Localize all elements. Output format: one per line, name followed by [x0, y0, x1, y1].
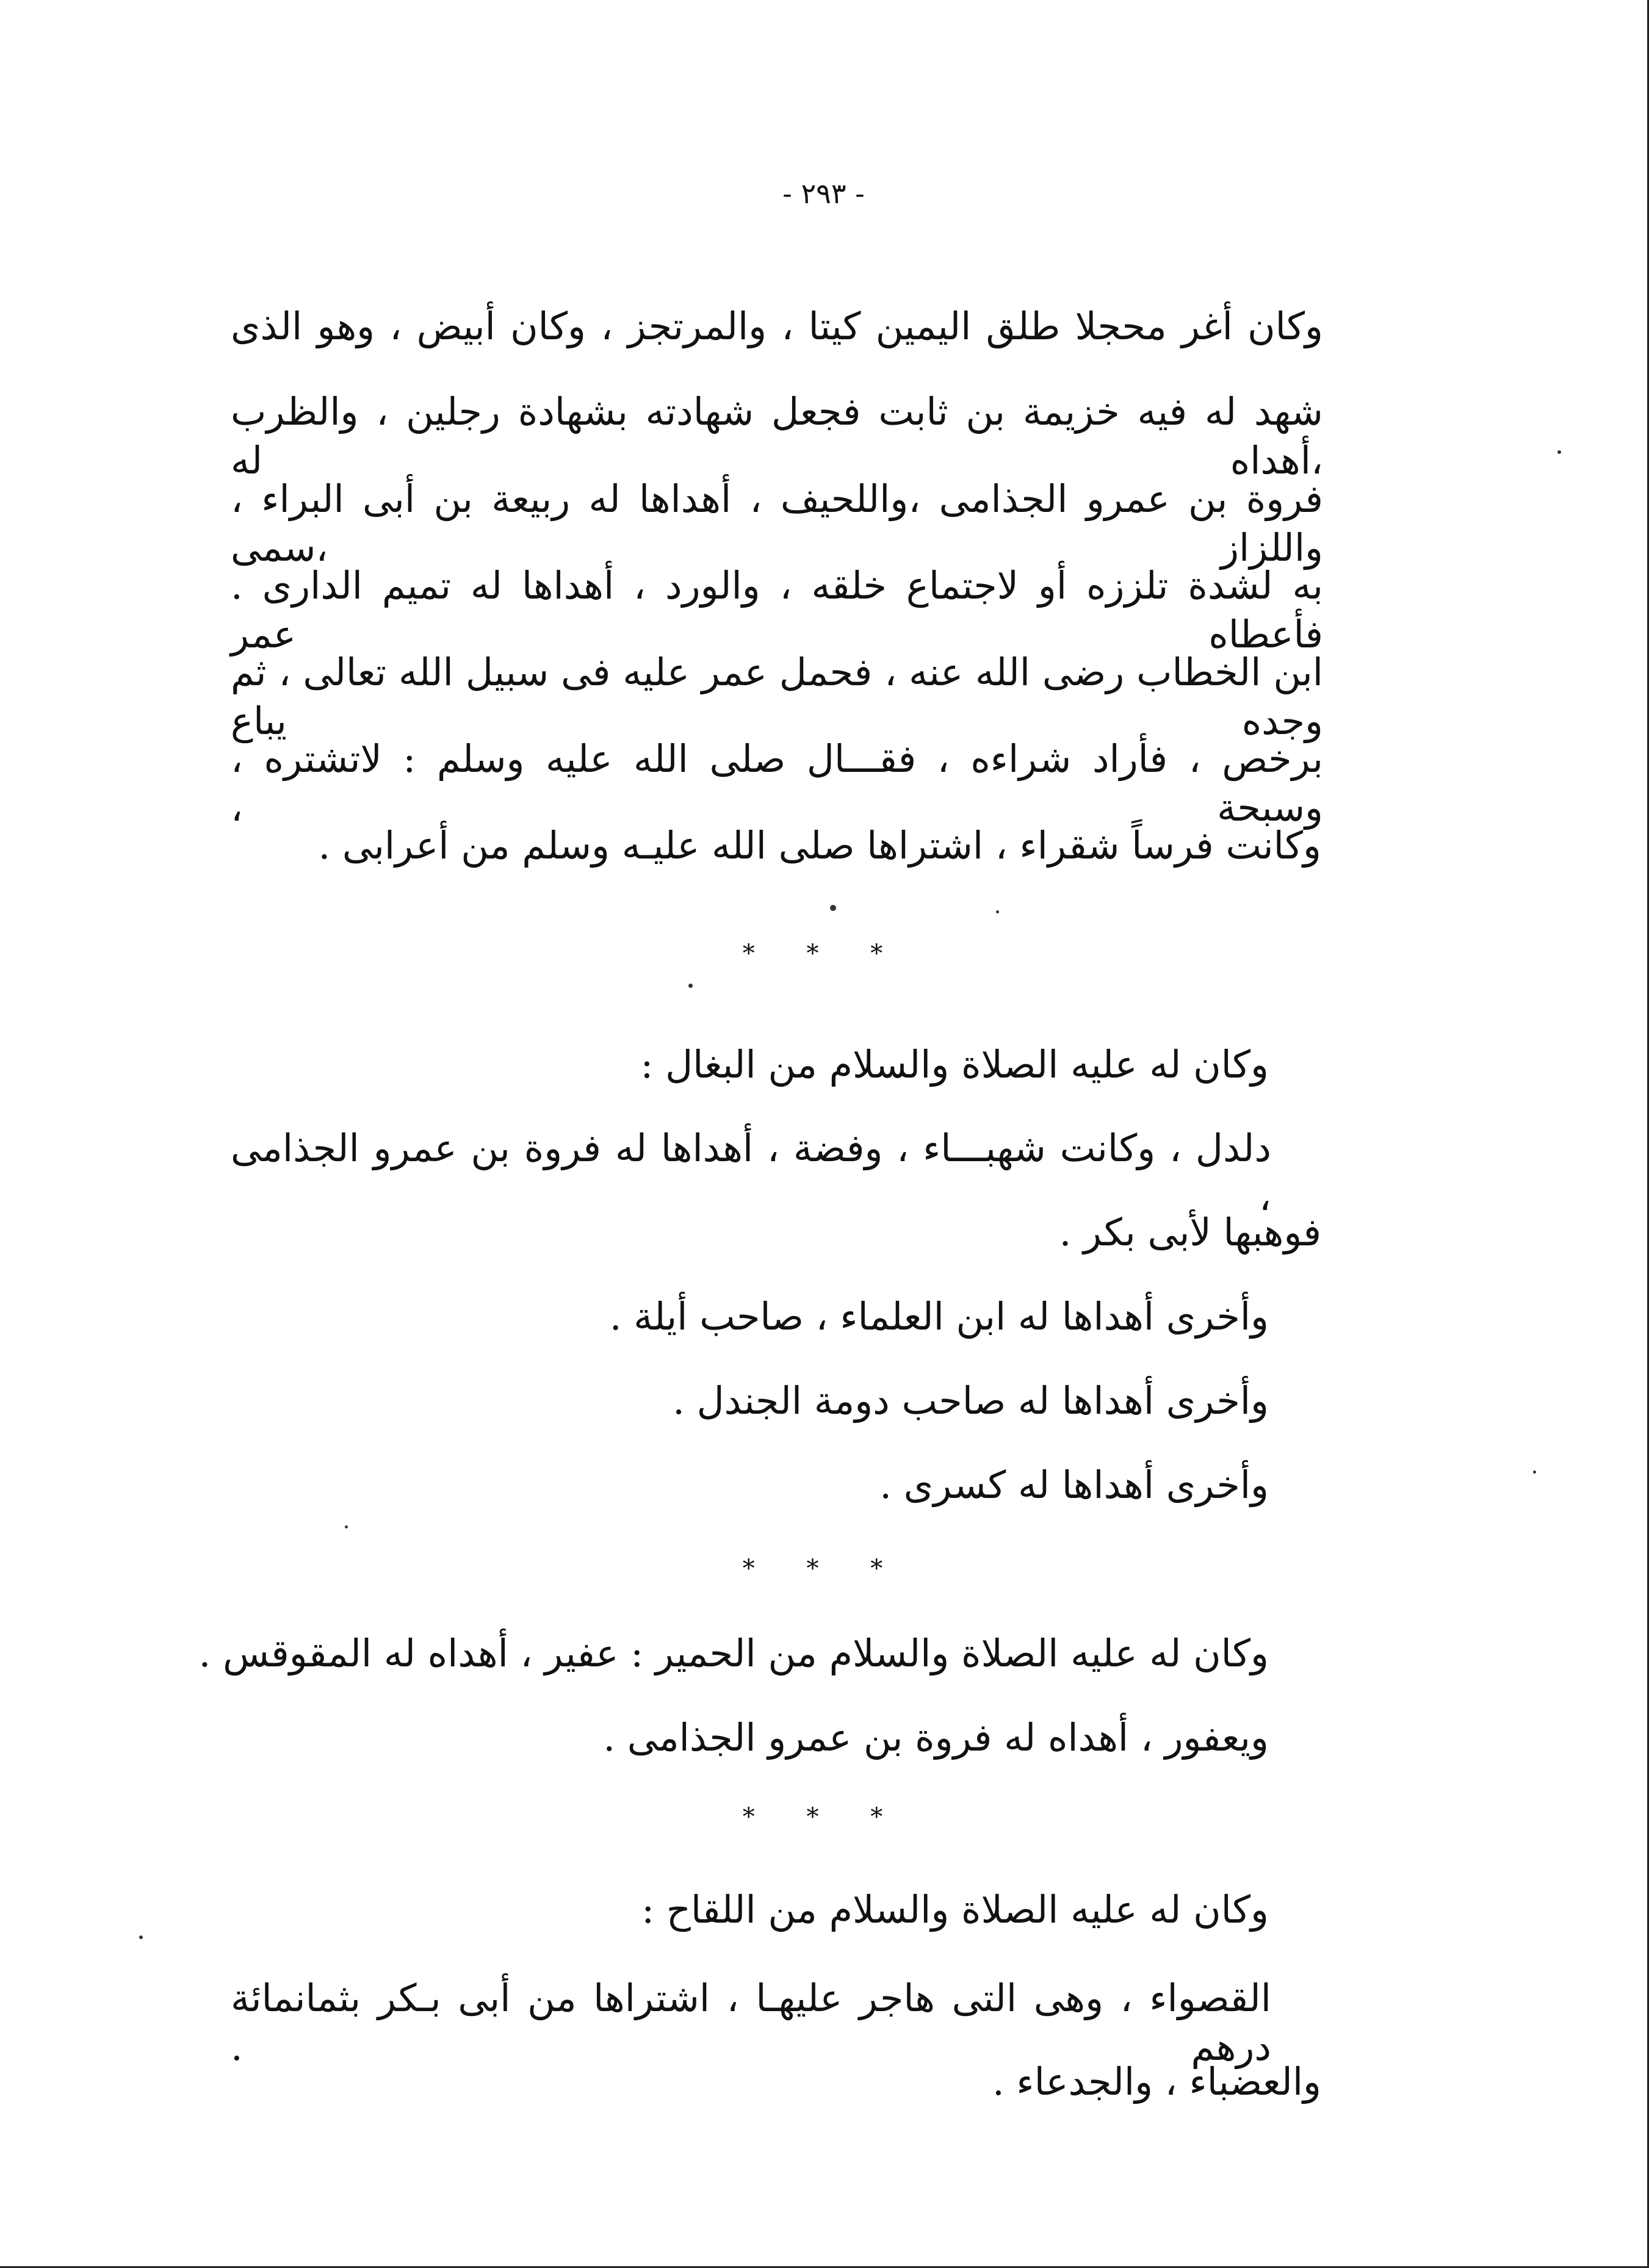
p2-line-1: وكان له عليه الصلاة والسلام من البغال : [640, 1042, 1269, 1087]
scan-speck [1557, 450, 1561, 454]
p1-line-1: وكان أغر محجلا طلق اليمين كيتا ، والمرتجز ، وكان أبيض ، وهو الذى [231, 304, 1324, 348]
page-number: - ٢٩٣ - [782, 177, 865, 210]
p2-line-2: دلدل ، وكانت شهبـــاء ، وفضة ، أهداها له فروة بن عمرو الجذامى ، [231, 1126, 1271, 1219]
p2-line-5: وأخرى أهداها له صاحب دومة الجندل . [673, 1378, 1269, 1423]
scan-speck [139, 1935, 143, 1939]
p1-line-2: شهد له فيه خزيمة بن ثابت فجعل شهادته بشهادة رجلين ، والظرب ،أهداه له [231, 389, 1323, 483]
scan-speck [996, 910, 999, 913]
p2-line-4: وأخرى أهداها له ابن العلماء ، صاحب أيلة . [609, 1294, 1269, 1339]
scan-speck [1533, 1471, 1536, 1474]
p3-line-1: وكان له عليه الصلاة والسلام من الحمير : عفير ، أهداه له المقوقس . [198, 1631, 1269, 1676]
p1-line-7: وكانت فرساً شقراء ، اشتراها صلى الله عليـه وسلم من أعرابى . [318, 823, 1321, 868]
p1-line-6: برخص ، فأراد شراءه ، فقـــال صلى الله عليه وسلم : لاتشتره ، وسبحة ، [231, 736, 1323, 830]
scan-speck [830, 905, 836, 911]
separator-2: * * * [742, 1555, 905, 1583]
scan-speck [345, 1525, 348, 1528]
p1-line-5: ابن الخطاب رضى الله عنه ، فحمل عمر عليه فى سبيل الله تعالى ، ثم وجده يباع [231, 650, 1323, 743]
separator-1: * * * [742, 940, 905, 968]
scan-speck [688, 984, 693, 988]
p4-line-1: وكان له عليه الصلاة والسلام من اللقاح : [641, 1887, 1269, 1932]
p4-line-2: القصواء ، وهى التى هاجر عليهـا ، اشتراها من أبى بـكر بثمانمائة درهم . [231, 1976, 1271, 2069]
p2-line-6: وأخرى أهداها له كسرى . [879, 1463, 1269, 1507]
separator-3: * * * [742, 1803, 905, 1831]
p1-line-4: به لشدة تلززه أو لاجتماع خلقه ، والورد ، أهداها له تميم الدارى . فأعطاه عمر [231, 563, 1323, 657]
p3-line-2: ويعفور ، أهداه له فروة بن عمرو الجذامى . [603, 1715, 1269, 1760]
p2-line-3: فوهبها لأبى بكر . [1059, 1210, 1321, 1255]
p4-line-3: والعضباء ، والجدعاء . [992, 2059, 1321, 2104]
p1-line-3: فروة بن عمرو الجذامى ،واللحيف ، أهداها له ربيعة بن أبى البراء ، واللزاز ،سمى [231, 477, 1323, 570]
